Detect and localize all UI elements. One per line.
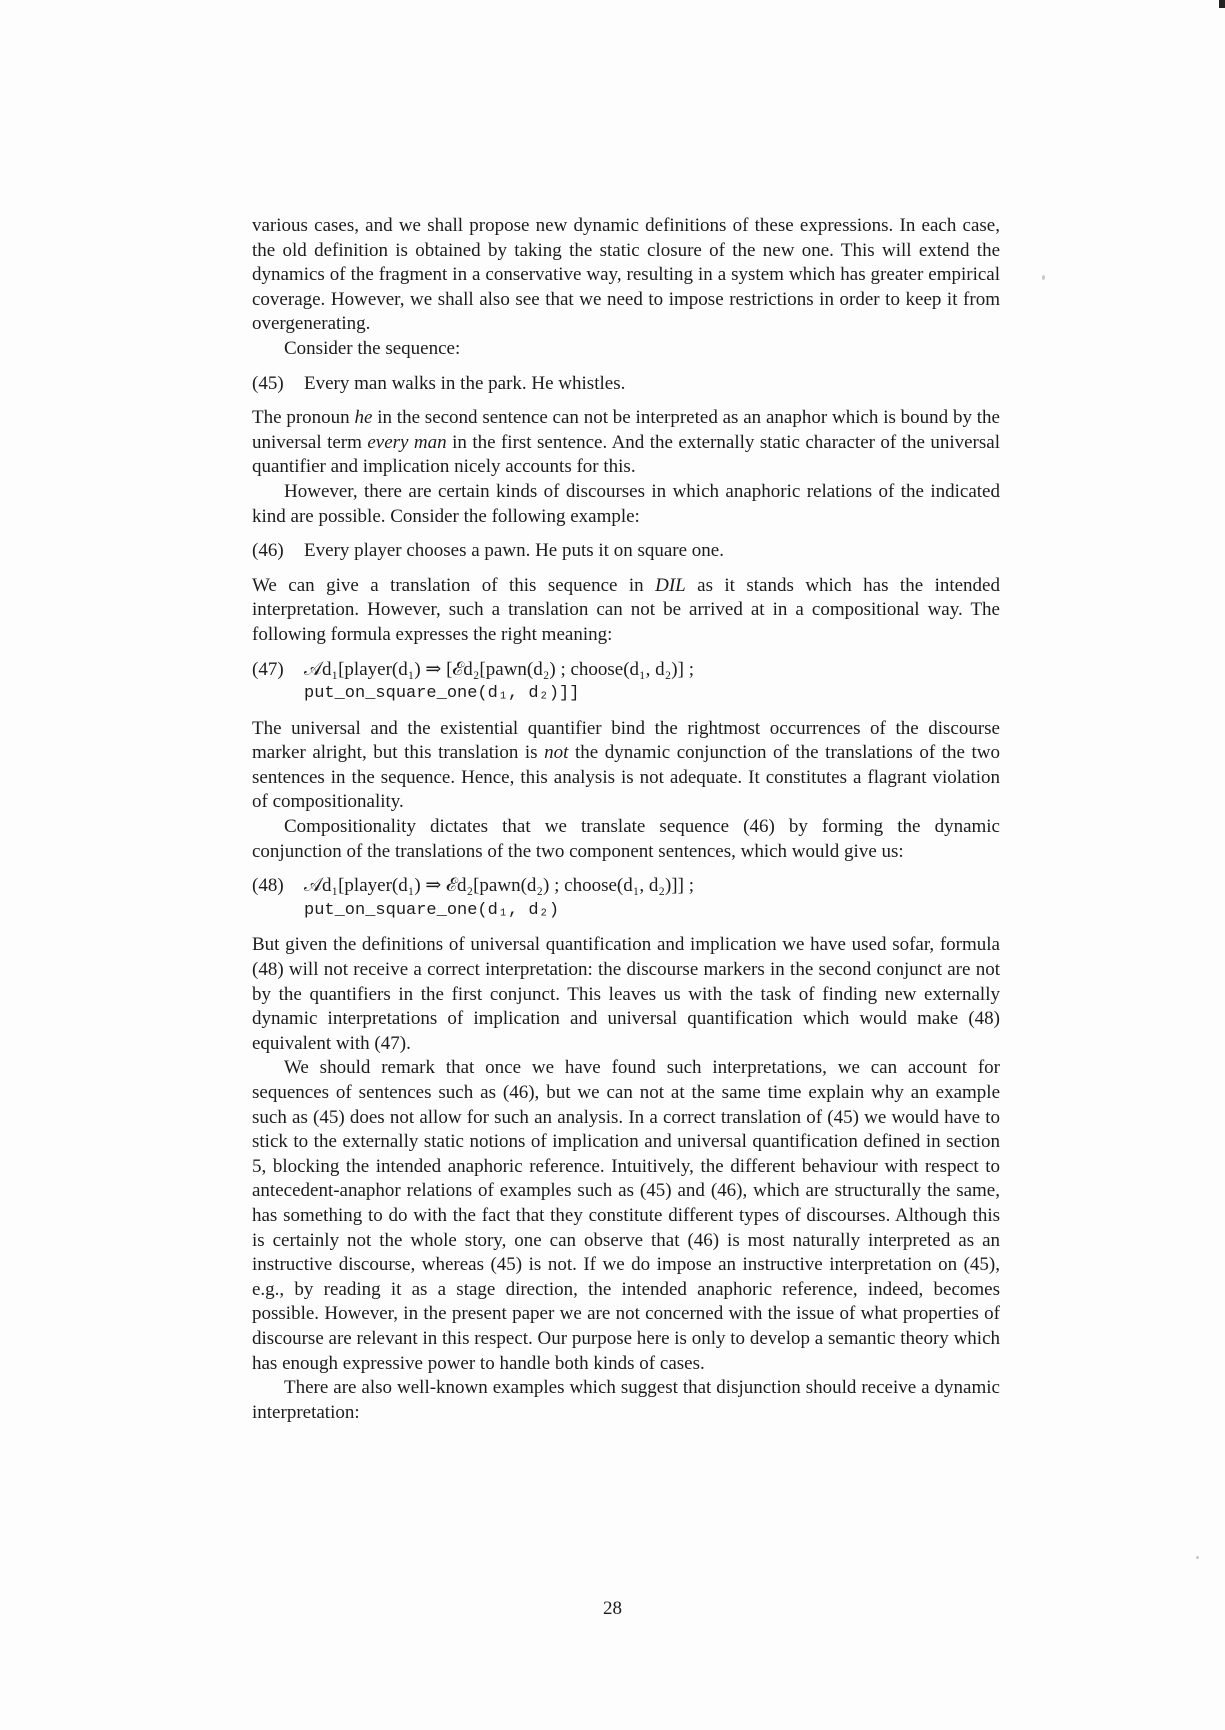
formula-line-2: put_on_square_one(d₁, d₂) [304,900,560,920]
italic-term: DIL [655,574,686,596]
scan-speck [1042,275,1045,280]
example-text: Every man walks in the park. He whistles. [304,372,626,394]
text-run: The universal and the existential quantifier bind the rightmost occurrences of the discourse marker alright, but this translation is [252,717,1000,764]
formula-body [304,658,1000,707]
example-number: (45) [252,372,284,394]
text-run: as it stands which has the intended interpretation. However, such a translation can not be arrived at in a compositional way. The following formula expresses the right meaning: [252,574,1000,645]
text-run: in the first sentence. And the externally static character of the universal quantifier and implication nicely accounts for this. [252,431,1000,478]
formula-47 [252,658,1000,707]
paragraph-consider: Consider the sequence: [284,337,461,359]
body-text [252,214,1000,1425]
text-run: in the second sentence can not be interpreted as an anaphor which is bound by the universal term [252,407,1000,453]
formula-48 [252,874,1000,923]
paragraph-but-given: But given the definitions of universal quantification and implication we have used sofar, formula (48) will not receive a correct interpretation: the discourse markers in the second conjunct are not by the quantifiers in the first conjunct. This leaves us with the task of finding new externally dynamic interpretations of implication and universal quantification which would make (48) equivalent with (47). [252,934,1000,1054]
scan-corner-mark [1219,0,1225,8]
example-45 [252,372,1000,397]
formula-line-2: put_on_square_one(d₁, d₂)]] [304,684,580,704]
paragraph-universal [252,717,1000,815]
example-number: (47) [252,658,284,680]
formula-body [304,874,1000,923]
paragraph-intro: various cases, and we shall propose new dynamic definitions of these expressions. In each case, the old definition is obtained by taking the static closure of the new one. This will extend the dynamics of the fragment in a conservative way, resulting in a system which has greater empirical coverage. However, we shall also see that we need to impose restrictions in order to keep it from overgenerating. [252,215,1000,335]
italic-term: not [544,742,569,764]
italic-term: he [354,407,373,429]
paragraph-remark: We should remark that once we have found such interpretations, we can account for sequences of sentences such as (46), but we can not at the same time explain why an example such as (45) does not allow for such an analysis. In a correct translation of (45) we would have to stick to the externally static notions of implication and universal quantification defined in section 5, blocking the intended anaphoric reference. Intuitively, the different behaviour with respect to antecedent-anaphor relations of examples such as (45) and (46), which are structurally the same, has something to do with the fact that they constitute different types of discourses. Although this is certainly not the whole story, one can observe that (46) is most naturally interpreted as an instructive discourse, whereas (45) is not. If we do impose an instructive interpretation on (45), e.g., by reading it as a stage direction, the intended anaphoric reference, indeed, becomes possible. However, in the present paper we are not concerned with the issue of what properties of discourse are relevant in this respect. Our purpose here is only to develop a semantic theory which has enough expressive power to handle both kinds of cases. [252,1057,1000,1374]
formula-line-1: 𝒜d₁[player(d₁) ⇒ ℰd₂[pawn(d₂) ; choose(d₁, d₂)]] ; [304,875,694,897]
paragraph-compositionality: Compositionality dictates that we translate sequence (46) by forming the dynamic conjunction of the translations of the two component sentences, which would give us: [252,816,1000,862]
text-run: the dynamic conjunction of the translations of the two sentences in the sequence. Hence, this analysis is not adequate. It constitutes a flagrant violation of compositionality. [252,742,1000,813]
paragraph-disjunction: There are also well-known examples which suggest that disjunction should receive a dynamic interpretation: [252,1377,1000,1423]
scan-speck [1196,1556,1199,1559]
example-text: Every player chooses a pawn. He puts it on square one. [304,540,724,562]
example-46 [252,539,1000,564]
page-number: 28 [603,1598,622,1619]
example-number: (46) [252,540,284,562]
paragraph-translate [252,574,1000,648]
paragraph-however: However, there are certain kinds of discourses in which anaphoric relations of the indicated kind are possible. Consider the following example: [252,480,1000,527]
example-number: (48) [252,875,284,897]
formula-line-1: 𝒜d₁[player(d₁) ⇒ [ℰd₂[pawn(d₂) ; choose(d₁, d₂)] ; [304,658,694,680]
text-run: The pronoun [252,407,355,429]
paragraph-pronoun [252,406,1000,480]
text-run: We can give a translation of this sequence in [252,574,656,596]
italic-term: every man [367,431,447,453]
